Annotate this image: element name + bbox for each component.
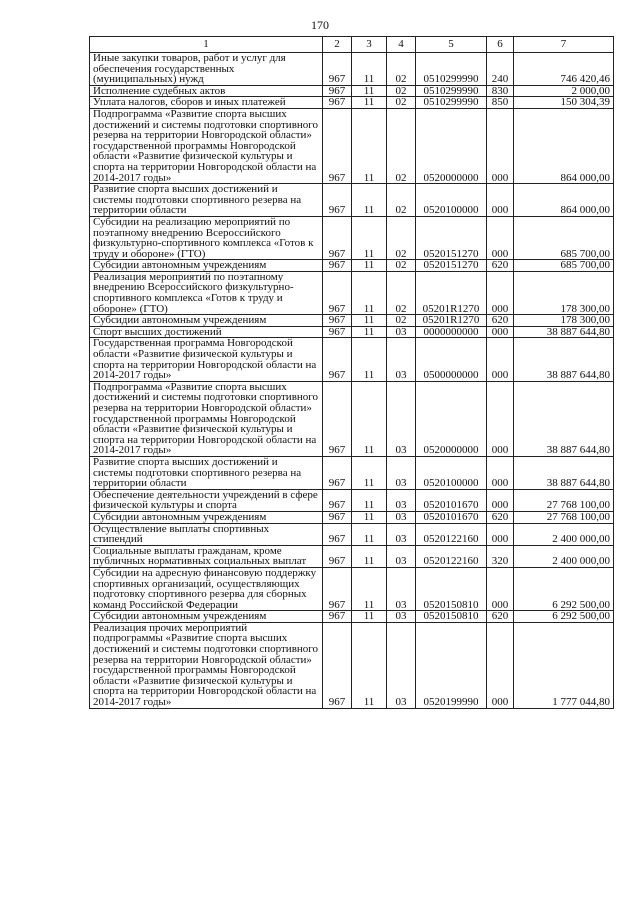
row-subsection-code: 02: [387, 97, 416, 109]
row-expense-type: 000: [487, 622, 514, 708]
row-amount: 150 304,39: [514, 97, 614, 109]
row-grbs-code: 967: [323, 216, 352, 259]
row-grbs-code: 967: [323, 97, 352, 109]
table-row: [90, 184, 614, 217]
row-amount: 38 887 644,80: [514, 456, 614, 489]
header-row: [90, 37, 614, 53]
row-amount: 864 000,00: [514, 184, 614, 217]
table-row: [90, 611, 614, 623]
row-section-code: 11: [352, 85, 387, 97]
row-target-article: 0520151270: [416, 216, 487, 259]
column-header: 7: [514, 37, 614, 53]
row-name: Государственная программа Новгородской области «Развитие физической культуры и спорта на территории Новгородской области на 2014-2017 годы»: [90, 338, 323, 381]
row-target-article: 0520122160: [416, 545, 487, 567]
table-row: [90, 338, 614, 381]
row-expense-type: 850: [487, 97, 514, 109]
row-expense-type: 620: [487, 611, 514, 623]
row-target-article: 0520122160: [416, 523, 487, 545]
row-amount: 27 768 100,00: [514, 489, 614, 511]
row-amount: 38 887 644,80: [514, 326, 614, 338]
page-number: 170: [311, 18, 329, 32]
row-section-code: 11: [352, 611, 387, 623]
row-section-code: 11: [352, 456, 387, 489]
row-amount: 2 400 000,00: [514, 523, 614, 545]
row-amount: 2 400 000,00: [514, 545, 614, 567]
row-section-code: 11: [352, 381, 387, 456]
table-row: [90, 456, 614, 489]
row-grbs-code: 967: [323, 315, 352, 327]
row-grbs-code: 967: [323, 85, 352, 97]
row-amount: 685 700,00: [514, 216, 614, 259]
row-amount: 1 777 044,80: [514, 622, 614, 708]
column-header: 3: [352, 37, 387, 53]
row-subsection-code: 02: [387, 216, 416, 259]
row-grbs-code: 967: [323, 545, 352, 567]
row-name: Социальные выплаты гражданам, кроме публичных нормативных социальных выплат: [90, 545, 323, 567]
table-row: [90, 315, 614, 327]
row-subsection-code: 03: [387, 622, 416, 708]
row-grbs-code: 967: [323, 456, 352, 489]
row-subsection-code: 03: [387, 567, 416, 610]
table-row: [90, 108, 614, 183]
row-expense-type: 240: [487, 53, 514, 86]
row-amount: 6 292 500,00: [514, 567, 614, 610]
table-row: [90, 381, 614, 456]
row-grbs-code: 967: [323, 271, 352, 314]
row-target-article: 0520000000: [416, 108, 487, 183]
table-row: [90, 271, 614, 314]
row-amount: 38 887 644,80: [514, 338, 614, 381]
row-name: Обеспечение деятельности учреждений в сфере физической культуры и спорта: [90, 489, 323, 511]
row-subsection-code: 03: [387, 611, 416, 623]
row-subsection-code: 03: [387, 523, 416, 545]
column-header: 4: [387, 37, 416, 53]
row-amount: 746 420,46: [514, 53, 614, 86]
row-target-article: 05201R1270: [416, 315, 487, 327]
row-expense-type: 620: [487, 260, 514, 272]
row-target-article: 05201R1270: [416, 271, 487, 314]
row-target-article: 0510299990: [416, 85, 487, 97]
row-section-code: 11: [352, 489, 387, 511]
row-target-article: 0520101670: [416, 511, 487, 523]
row-subsection-code: 03: [387, 511, 416, 523]
row-name: Субсидии автономным учреждениям: [90, 611, 323, 623]
row-amount: 38 887 644,80: [514, 381, 614, 456]
row-amount: 685 700,00: [514, 260, 614, 272]
table-row: [90, 489, 614, 511]
row-expense-type: 000: [487, 523, 514, 545]
row-expense-type: 000: [487, 184, 514, 217]
row-grbs-code: 967: [323, 53, 352, 86]
table-row: [90, 326, 614, 338]
row-grbs-code: 967: [323, 567, 352, 610]
row-name: Реализация мероприятий по поэтапному внедрению Всероссийского физкультурно-спортивного комплекса «Готов к труду и обороне» (ГТО): [90, 271, 323, 314]
row-section-code: 11: [352, 53, 387, 86]
column-header: 5: [416, 37, 487, 53]
row-name: Развитие спорта высших достижений и системы подготовки спортивного резерва на территории области: [90, 456, 323, 489]
column-header: 1: [90, 37, 323, 53]
row-expense-type: 620: [487, 511, 514, 523]
row-target-article: 0520100000: [416, 184, 487, 217]
row-expense-type: 000: [487, 216, 514, 259]
row-name: Исполнение судебных актов: [90, 85, 323, 97]
row-expense-type: 000: [487, 456, 514, 489]
row-grbs-code: 967: [323, 611, 352, 623]
row-expense-type: 000: [487, 108, 514, 183]
row-grbs-code: 967: [323, 108, 352, 183]
row-name: Уплата налогов, сборов и иных платежей: [90, 97, 323, 109]
row-expense-type: 830: [487, 85, 514, 97]
row-grbs-code: 967: [323, 260, 352, 272]
row-name: Субсидии автономным учреждениям: [90, 260, 323, 272]
row-target-article: 0000000000: [416, 326, 487, 338]
row-name: Субсидии автономным учреждениям: [90, 511, 323, 523]
budget-table: [89, 36, 614, 709]
row-target-article: 0520101670: [416, 489, 487, 511]
table-row: [90, 97, 614, 109]
row-grbs-code: 967: [323, 184, 352, 217]
row-subsection-code: 02: [387, 315, 416, 327]
row-subsection-code: 02: [387, 184, 416, 217]
row-subsection-code: 03: [387, 381, 416, 456]
row-target-article: 0520151270: [416, 260, 487, 272]
table-row: [90, 567, 614, 610]
row-target-article: 0520150810: [416, 611, 487, 623]
row-target-article: 0520199990: [416, 622, 487, 708]
row-grbs-code: 967: [323, 523, 352, 545]
row-name: Развитие спорта высших достижений и системы подготовки спортивного резерва на территории области: [90, 184, 323, 217]
row-section-code: 11: [352, 271, 387, 314]
row-target-article: 0520000000: [416, 381, 487, 456]
row-amount: 2 000,00: [514, 85, 614, 97]
row-target-article: 0510299990: [416, 53, 487, 86]
row-section-code: 11: [352, 622, 387, 708]
row-subsection-code: 03: [387, 326, 416, 338]
row-subsection-code: 03: [387, 545, 416, 567]
row-target-article: 0500000000: [416, 338, 487, 381]
row-name: Иные закупки товаров, работ и услуг для обеспечения государственных (муниципальных) нужд: [90, 53, 323, 86]
row-expense-type: 620: [487, 315, 514, 327]
table-body: [90, 53, 614, 709]
table-row: [90, 53, 614, 86]
row-grbs-code: 967: [323, 489, 352, 511]
row-amount: 27 768 100,00: [514, 511, 614, 523]
row-expense-type: 000: [487, 489, 514, 511]
row-name: Подпрограмма «Развитие спорта высших достижений и системы подготовки спортивного резерва на территории Новгородской области» государственной программы Новгородской области «Развитие физической культуры и спорта на территории Новгородской области на 2014-2017 годы»: [90, 381, 323, 456]
row-amount: 178 300,00: [514, 315, 614, 327]
row-expense-type: 000: [487, 381, 514, 456]
table-row: [90, 622, 614, 708]
row-name: Спорт высших достижений: [90, 326, 323, 338]
row-expense-type: 000: [487, 326, 514, 338]
row-expense-type: 000: [487, 338, 514, 381]
row-expense-type: 320: [487, 545, 514, 567]
row-subsection-code: 02: [387, 260, 416, 272]
row-name: Субсидии на адресную финансовую поддержку спортивных организаций, осуществляющих подготовку спортивного резерва для сборных команд Российской Федерации: [90, 567, 323, 610]
table-row: [90, 545, 614, 567]
row-subsection-code: 03: [387, 456, 416, 489]
row-grbs-code: 967: [323, 622, 352, 708]
row-amount: 864 000,00: [514, 108, 614, 183]
row-target-article: 0510299990: [416, 97, 487, 109]
row-subsection-code: 03: [387, 338, 416, 381]
row-target-article: 0520150810: [416, 567, 487, 610]
row-subsection-code: 02: [387, 108, 416, 183]
row-section-code: 11: [352, 567, 387, 610]
row-grbs-code: 967: [323, 326, 352, 338]
row-grbs-code: 967: [323, 511, 352, 523]
row-section-code: 11: [352, 511, 387, 523]
row-name: Субсидии на реализацию мероприятий по поэтапному внедрению Всероссийского физкультурно-спортивного комплекса «Готов к труду и обороне» (ГТО): [90, 216, 323, 259]
row-section-code: 11: [352, 338, 387, 381]
row-section-code: 11: [352, 97, 387, 109]
row-subsection-code: 02: [387, 85, 416, 97]
row-target-article: 0520100000: [416, 456, 487, 489]
row-expense-type: 000: [487, 567, 514, 610]
row-expense-type: 000: [487, 271, 514, 314]
row-amount: 178 300,00: [514, 271, 614, 314]
row-name: Субсидии автономным учреждениям: [90, 315, 323, 327]
column-header: 2: [323, 37, 352, 53]
row-name: Подпрограмма «Развитие спорта высших достижений и системы подготовки спортивного резерва на территории Новгородской области» государственной программы Новгородской области «Развитие физической культуры и спорта на территории Новгородской области на 2014-2017 годы»: [90, 108, 323, 183]
row-section-code: 11: [352, 216, 387, 259]
row-section-code: 11: [352, 326, 387, 338]
row-section-code: 11: [352, 545, 387, 567]
row-amount: 6 292 500,00: [514, 611, 614, 623]
row-name: Осуществление выплаты спортивных стипендий: [90, 523, 323, 545]
row-section-code: 11: [352, 184, 387, 217]
row-subsection-code: 03: [387, 489, 416, 511]
row-section-code: 11: [352, 523, 387, 545]
row-grbs-code: 967: [323, 381, 352, 456]
table-row: [90, 260, 614, 272]
row-subsection-code: 02: [387, 271, 416, 314]
row-section-code: 11: [352, 108, 387, 183]
table-row: [90, 216, 614, 259]
row-subsection-code: 02: [387, 53, 416, 86]
row-section-code: 11: [352, 260, 387, 272]
column-header: 6: [487, 37, 514, 53]
row-grbs-code: 967: [323, 338, 352, 381]
row-section-code: 11: [352, 315, 387, 327]
row-name: Реализация прочих мероприятий подпрограммы «Развитие спорта высших достижений и системы подготовки спортивного резерва на территории Новгородской области» государственной программы Новгородской области «Развитие физической культуры и спорта на территории Новгородской области на 2014-2017 годы»: [90, 622, 323, 708]
table-row: [90, 511, 614, 523]
table-row: [90, 523, 614, 545]
table-row: [90, 85, 614, 97]
